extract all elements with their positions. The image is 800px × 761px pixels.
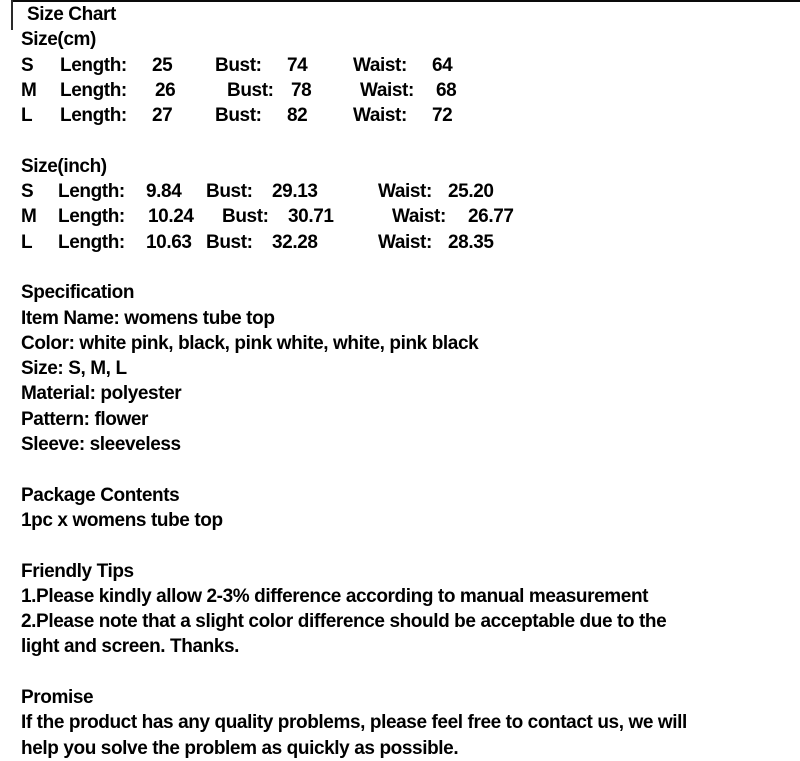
bust-value: 78 xyxy=(291,79,312,101)
size-row-cm-s xyxy=(21,53,800,78)
waist-label: Waist: xyxy=(353,105,407,127)
size-row-inch-m xyxy=(21,204,800,229)
length-value: 9.84 xyxy=(146,181,182,203)
bust-value: 30.71 xyxy=(288,206,334,228)
bust-label: Bust: xyxy=(215,105,262,127)
waist-label: Waist: xyxy=(378,181,432,203)
promise-line-2: help you solve the problem as quickly as possible. xyxy=(21,737,459,759)
length-label: Length: xyxy=(60,54,127,76)
bust-value: 29.13 xyxy=(272,181,318,203)
spec-size: Size: S, M, L xyxy=(21,358,127,380)
waist-label: Waist: xyxy=(353,54,407,76)
bust-label: Bust: xyxy=(206,231,253,253)
size-letter: M xyxy=(21,79,37,101)
bust-label: Bust: xyxy=(206,181,253,203)
specification-section xyxy=(21,280,800,457)
friendly-tips-section xyxy=(21,559,800,660)
specification-heading: Specification xyxy=(21,282,135,304)
size-letter: L xyxy=(21,231,33,253)
waist-value: 64 xyxy=(432,54,453,76)
spec-material: Material: polyester xyxy=(21,383,182,405)
package-contents-section xyxy=(21,483,800,534)
length-value: 10.63 xyxy=(146,231,192,253)
size-row-cm-m xyxy=(21,78,800,103)
size-letter: S xyxy=(21,54,34,76)
waist-value: 25.20 xyxy=(448,181,494,203)
size-chart-title: Size Chart xyxy=(27,4,116,25)
package-contents-item: 1pc x womens tube top xyxy=(21,509,223,531)
size-chart-inch-section xyxy=(21,154,800,255)
size-row-inch-s xyxy=(21,179,800,204)
package-contents-heading: Package Contents xyxy=(21,484,180,506)
length-label: Length: xyxy=(58,231,125,253)
length-label: Length: xyxy=(60,79,127,101)
bust-value: 74 xyxy=(287,54,308,76)
bust-label: Bust: xyxy=(215,54,262,76)
size-cm-heading: Size(cm) xyxy=(21,29,96,51)
friendly-tips-heading: Friendly Tips xyxy=(21,560,134,582)
length-label: Length: xyxy=(60,105,127,127)
friendly-tip-2-line-1: 2.Please note that a slight color difference should be acceptable due to the xyxy=(21,611,667,633)
waist-label: Waist: xyxy=(360,79,414,101)
size-letter: M xyxy=(21,206,37,228)
spec-color: Color: white pink, black, pink white, white, pink black xyxy=(21,332,479,354)
length-value: 10.24 xyxy=(148,206,194,228)
spec-sleeve: Sleeve: sleeveless xyxy=(21,434,181,456)
size-inch-heading: Size(inch) xyxy=(21,155,107,177)
promise-line-1: If the product has any quality problems, please feel free to contact us, we will xyxy=(21,712,687,734)
waist-label: Waist: xyxy=(378,231,432,253)
spec-pattern: Pattern: flower xyxy=(21,408,149,430)
length-value: 27 xyxy=(152,105,173,127)
size-letter: S xyxy=(21,181,34,203)
bust-label: Bust: xyxy=(227,79,274,101)
length-label: Length: xyxy=(58,206,125,228)
friendly-tip-1: 1.Please kindly allow 2-3% difference according to manual measurement xyxy=(21,585,649,607)
waist-value: 28.35 xyxy=(448,231,494,253)
waist-value: 68 xyxy=(436,79,457,101)
promise-heading: Promise xyxy=(21,687,94,709)
size-letter: L xyxy=(21,105,33,127)
promise-section xyxy=(21,685,800,761)
bust-value: 82 xyxy=(287,105,308,127)
waist-value: 72 xyxy=(432,105,453,127)
size-row-cm-l xyxy=(21,103,800,128)
size-row-inch-l xyxy=(21,230,800,255)
length-label: Length: xyxy=(58,181,125,203)
length-value: 25 xyxy=(152,54,173,76)
waist-label: Waist: xyxy=(392,206,446,228)
waist-value: 26.77 xyxy=(468,206,514,228)
length-value: 26 xyxy=(155,79,176,101)
bust-label: Bust: xyxy=(222,206,269,228)
bust-value: 32.28 xyxy=(272,231,318,253)
friendly-tip-2-line-2: light and screen. Thanks. xyxy=(21,636,240,658)
spec-item-name: Item Name: womens tube top xyxy=(21,307,275,329)
size-chart-cm-section xyxy=(21,2,800,128)
